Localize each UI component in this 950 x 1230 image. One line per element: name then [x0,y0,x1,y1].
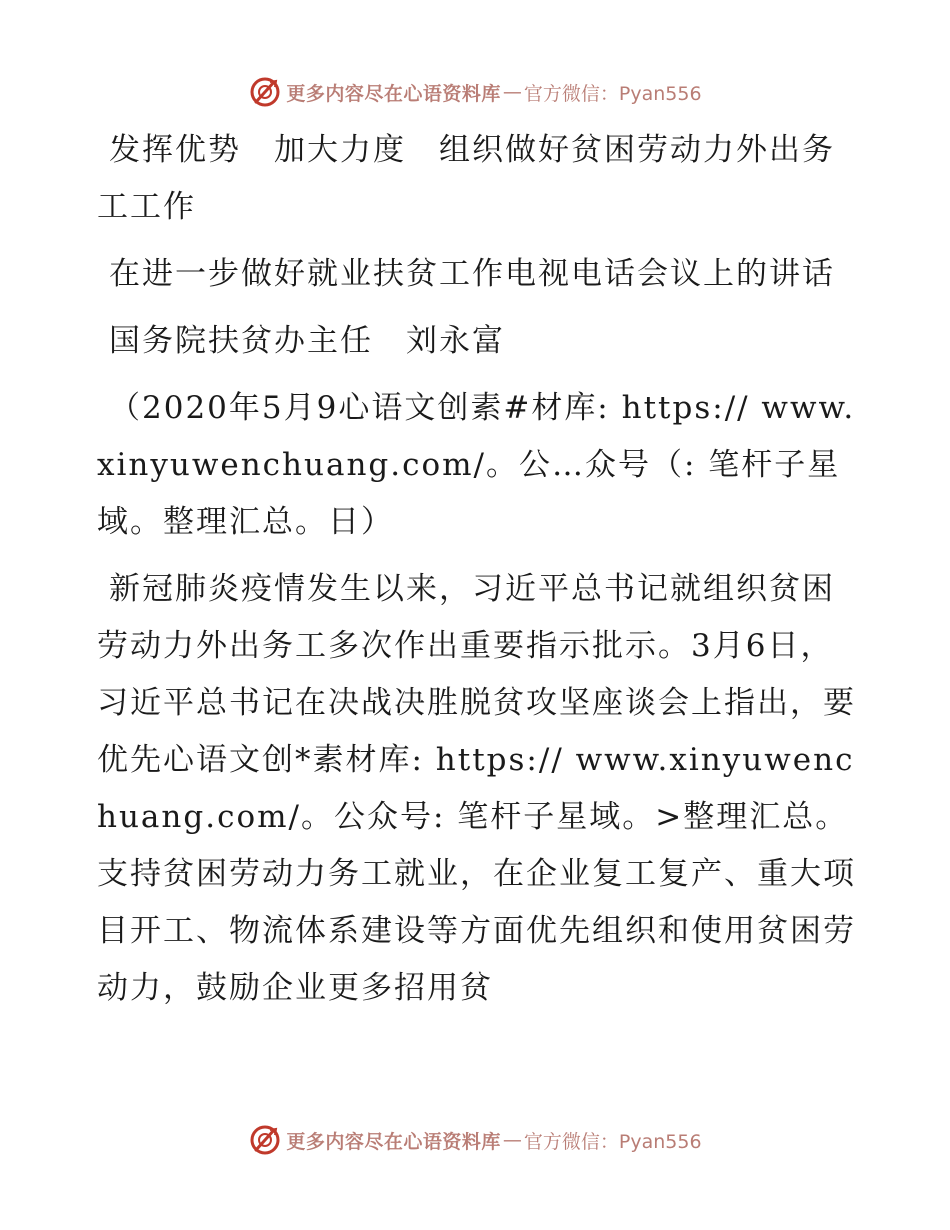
banner-text: 更多内容尽在心语资料库 [286,1130,501,1153]
footer-banner [0,1120,950,1160]
document-date-line: （2020年5月9心语文创素#材库: https:// www.xinyuwenchuang.com/。公…众号（: 笔杆子星域。整理汇总。日） [97,390,856,540]
banner-wechat: 官方微信：Pyan556 [523,1130,702,1153]
document-subtitle: 在进一步做好就业扶贫工作电视电话会议上的讲话 [109,256,835,292]
header-banner [0,72,950,112]
banner-dash: — [502,1129,522,1151]
logo-icon [248,75,282,109]
logo-icon [248,1123,282,1157]
banner-wechat: 官方微信：Pyan556 [523,82,702,105]
document-body [97,122,857,1027]
banner-dash: — [502,81,522,103]
document-title: 发挥优势 加大力度 组织做好贫困劳动力外出务工工作 [97,132,835,225]
banner-text: 更多内容尽在心语资料库 [286,82,501,105]
document-paragraph: 新冠肺炎疫情发生以来，习近平总书记就组织贫困劳动力外出务工多次作出重要指示批示。3月6日，习近平总书记在决战决胜脱贫攻坚座谈会上指出，要优先心语文创*素材库: https:// www.xinyuwenchuang.com/。公众号: 笔杆子星域。>整理汇总。支持贫困劳动力务工就业，在企业复工复产、重大项目开工、物流体系建设等方面优先组织和使用贫困劳动力，鼓励企业更多招用贫 [97,571,856,1006]
document-author: 国务院扶贫办主任 刘永富 [109,323,505,359]
